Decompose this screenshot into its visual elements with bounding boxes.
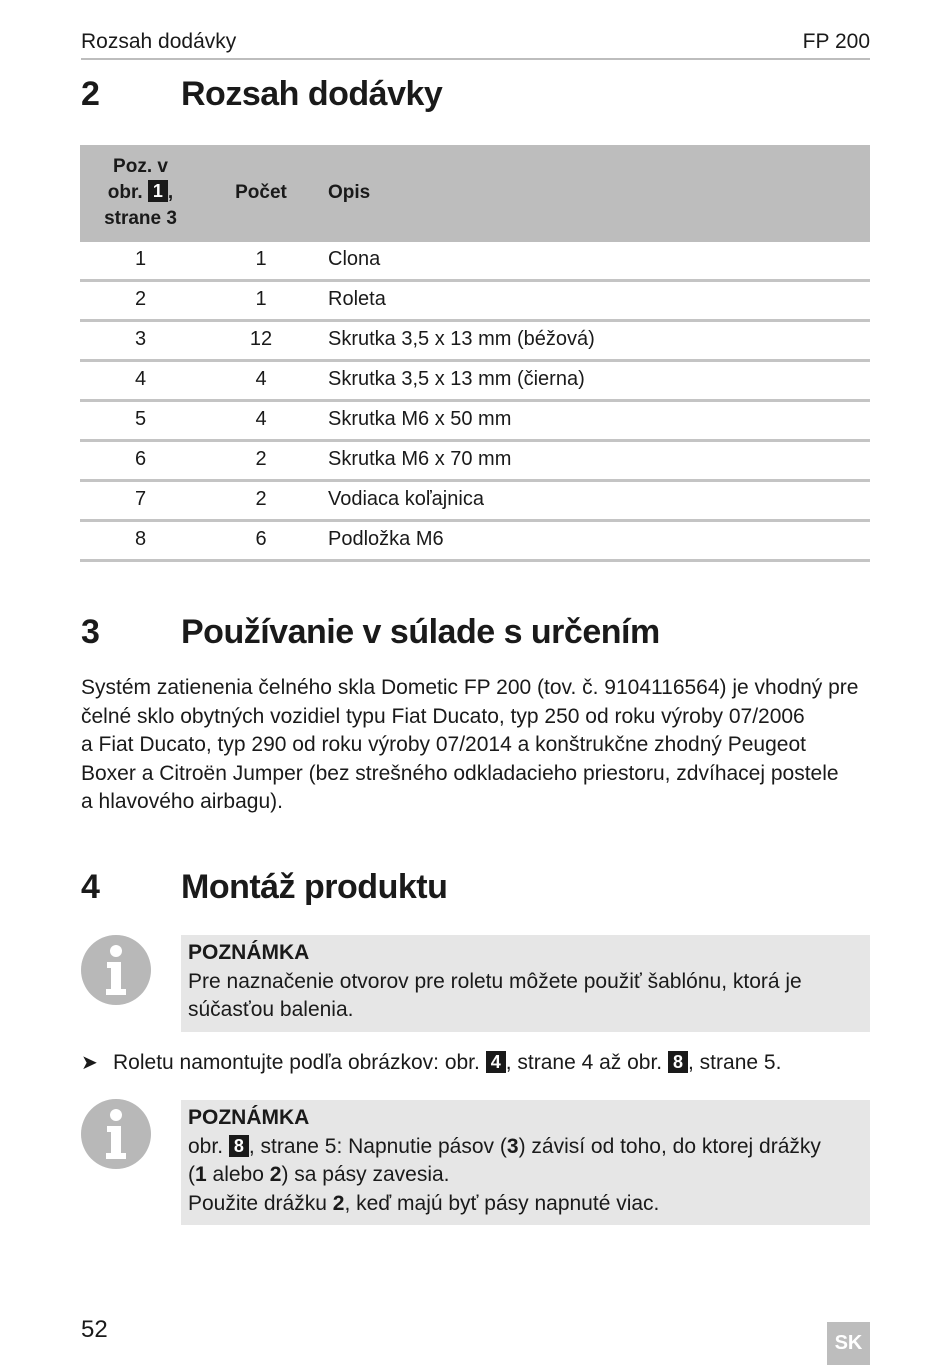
instruction-step: ➤ Roletu namontujte podľa obrázkov: obr. 4 , strane 4 až obr. 8 , strane 5. bbox=[81, 1049, 781, 1077]
info-icon bbox=[81, 1099, 151, 1169]
table-row bbox=[80, 282, 870, 322]
cell-count: 6 bbox=[255, 528, 267, 550]
paragraph-line: Boxer a Citroën Jumper (bez strešného odkladacieho priestoru, zdvíhacej postele bbox=[81, 761, 839, 785]
note-text-line3: Použite drážku 2, keď majú byť pásy napnuté viac. bbox=[188, 1191, 660, 1215]
table-row bbox=[80, 522, 870, 562]
paragraph-line: a hlavového airbagu). bbox=[81, 790, 283, 813]
paragraph-line: Systém zatienenia čelného skla Dometic FP 200 (tov. č. 9104116564) je vhodný pre bbox=[81, 676, 859, 699]
cell-position: 5 bbox=[134, 408, 147, 430]
figure-ref-badge: 8 bbox=[668, 1051, 688, 1073]
cell-count: 2 bbox=[255, 488, 267, 510]
table-row bbox=[80, 362, 870, 402]
running-header-section: Rozsah dodávky bbox=[81, 30, 237, 53]
note-text-line1: Pre naznačenie otvorov pre roletu môžete použiť šablónu, ktorá je bbox=[188, 969, 802, 993]
figure-ref-badge: 4 bbox=[486, 1051, 506, 1073]
note-box-template bbox=[181, 935, 870, 1032]
table-row bbox=[80, 402, 870, 442]
cell-count: 4 bbox=[255, 408, 267, 430]
cell-count: 1 bbox=[255, 288, 267, 310]
cell-position: 1 bbox=[134, 248, 147, 270]
section-4-title: Montáž produktu bbox=[181, 868, 448, 906]
cell-position: 3 bbox=[134, 328, 147, 350]
arrow-bullet-icon: ➤ bbox=[81, 1052, 98, 1074]
running-header-model: FP 200 bbox=[802, 30, 870, 53]
paragraph-line: a Fiat Ducato, typ 290 od roku výroby 07/2014 a konštrukčne zhodný Peugeot bbox=[81, 733, 806, 756]
figure-ref-badge: 1 bbox=[148, 180, 168, 202]
cell-position: 8 bbox=[134, 528, 147, 550]
cell-description: Podložka M6 bbox=[328, 528, 444, 550]
header-count: Počet bbox=[235, 182, 287, 203]
table-row bbox=[80, 322, 870, 362]
note-heading: POZNÁMKA bbox=[188, 1106, 310, 1129]
cell-count: 1 bbox=[255, 248, 267, 270]
delivery-scope-table bbox=[80, 145, 870, 562]
intended-use-paragraph bbox=[81, 674, 873, 817]
note-text-line2: (1 alebo 2) sa pásy zavesia. bbox=[188, 1163, 450, 1186]
table-row bbox=[80, 242, 870, 282]
info-icon bbox=[81, 935, 151, 1005]
header-divider bbox=[81, 58, 870, 60]
header-description: Opis bbox=[328, 182, 371, 203]
cell-description: Vodiaca koľajnica bbox=[328, 488, 484, 510]
section-2-number: 2 bbox=[81, 75, 100, 113]
cell-description: Clona bbox=[328, 248, 381, 270]
figure-ref-badge: 8 bbox=[229, 1135, 249, 1157]
note-text-line2: súčasťou balenia. bbox=[188, 998, 354, 1021]
section-2-title: Rozsah dodávky bbox=[181, 75, 443, 113]
cell-position: 2 bbox=[134, 288, 147, 310]
cell-position: 7 bbox=[134, 488, 147, 510]
cell-description: Skrutka M6 x 50 mm bbox=[328, 408, 512, 430]
page-number: 52 bbox=[81, 1316, 108, 1343]
header-position-line2: obr. 1 , bbox=[107, 181, 174, 203]
header-position-line3: strane 3 bbox=[104, 208, 177, 229]
table-header bbox=[80, 145, 870, 242]
cell-position: 4 bbox=[134, 368, 147, 390]
header-position bbox=[80, 154, 201, 232]
section-3-title: Používanie v súlade s určením bbox=[181, 613, 660, 651]
note-text-line1: obr. 8 , strane 5: Napnutie pásov (3) závisí od toho, do ktorej drážky bbox=[188, 1134, 821, 1158]
section-3-number: 3 bbox=[81, 613, 100, 651]
language-tab: SK bbox=[827, 1322, 870, 1365]
cell-count: 2 bbox=[255, 448, 267, 470]
cell-description: Roleta bbox=[328, 288, 386, 310]
cell-count: 4 bbox=[255, 368, 267, 390]
table-row bbox=[80, 442, 870, 482]
note-heading: POZNÁMKA bbox=[188, 941, 310, 964]
paragraph-line: čelné sklo obytných vozidiel typu Fiat Ducato, typ 250 od roku výroby 07/2006 bbox=[81, 704, 805, 728]
cell-description: Skrutka 3,5 x 13 mm (béžová) bbox=[328, 328, 595, 350]
cell-description: Skrutka 3,5 x 13 mm (čierna) bbox=[328, 368, 585, 390]
table-row bbox=[80, 482, 870, 522]
section-4-number: 4 bbox=[81, 868, 100, 906]
cell-position: 6 bbox=[134, 448, 147, 470]
cell-count: 12 bbox=[249, 328, 273, 350]
header-position-line1: Poz. v bbox=[113, 156, 168, 177]
cell-description: Skrutka M6 x 70 mm bbox=[328, 448, 512, 470]
note-box-belt-tension bbox=[181, 1100, 870, 1225]
